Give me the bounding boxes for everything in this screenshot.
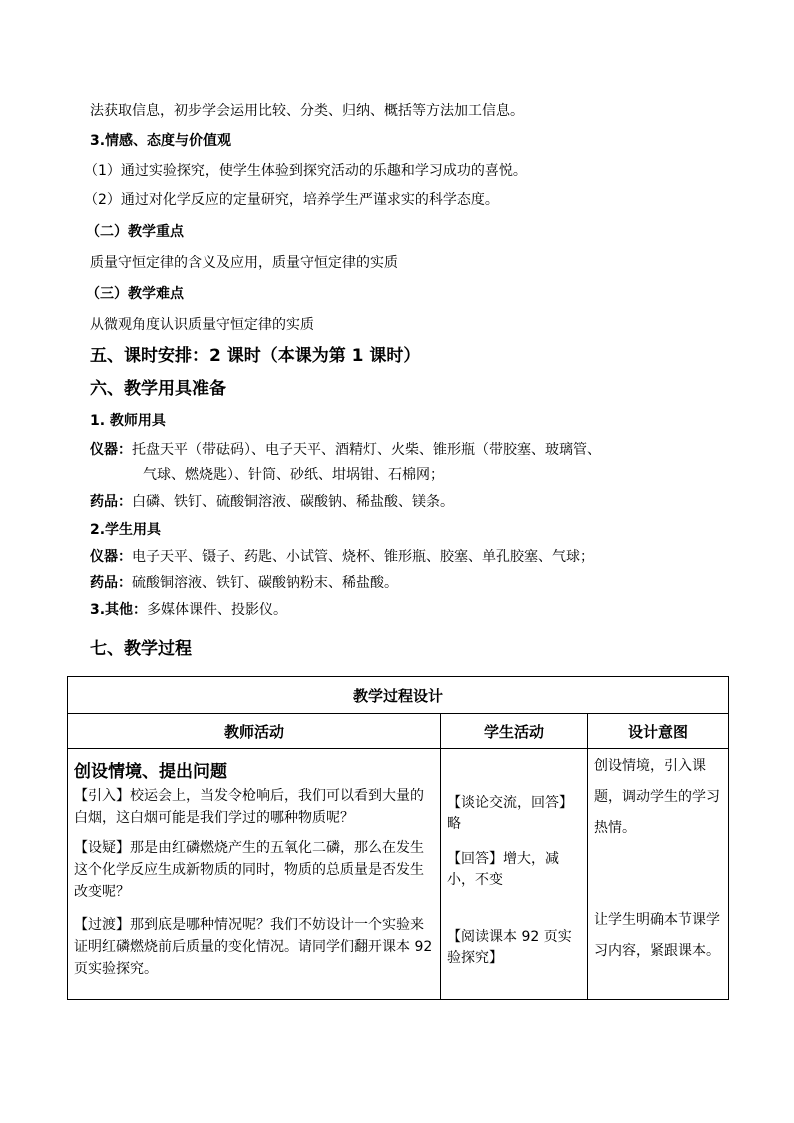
instruments-label: 仪器：: [90, 549, 132, 565]
section-tools: 六、教学用具准备: [90, 379, 226, 399]
teacher-drugs-line: [90, 492, 454, 512]
column-header-student: 学生活动: [441, 714, 588, 749]
student-instruments-text: 电子天平、镊子、药匙、小试管、烧杯、锥形瓶、胶塞、单孔胶塞、气球；: [132, 549, 594, 565]
table-row: [68, 749, 729, 1000]
teacher-tools-heading: 1. 教师用具: [90, 413, 166, 429]
intent-situation-text: 创设情境，引入课题，调动学生的学习热情。: [594, 758, 720, 836]
drugs-label: 药品：: [90, 494, 132, 510]
student-activity-cell: [441, 749, 588, 1000]
teacher-activity-title: 创设情境、提出问题: [74, 762, 227, 782]
heading-key-points: （二）教学重点: [86, 224, 184, 240]
teacher-transition-text: 【过渡】那到底是哪种情况呢？我们不妨设计一个实验来证明红磷燃烧前后质量的变化情况。请同学们翻开课本 92 页实验探究。: [74, 917, 433, 977]
emotion-item-2: （2）通过对化学反应的定量研究，培养学生严谨求实的科学态度。: [84, 192, 499, 208]
other-label: 3.其他：: [90, 602, 148, 618]
design-intent-cell: [588, 749, 729, 1000]
table-header-row: [68, 714, 729, 749]
table-title-row: [68, 677, 729, 714]
objective-text-line: 法获取信息，初步学会运用比较、分类、归纳、概括等方法加工信息。: [90, 103, 524, 119]
heading-emotion-attitude: 3.情感、态度与价值观: [90, 133, 232, 149]
teaching-process-table: [67, 676, 729, 1000]
teacher-intro-text: 【引入】校运会上，当发令枪响后，我们可以看到大量的白烟，这白烟可能是我们学过的哪种物质呢？: [74, 788, 424, 826]
teacher-instruments-text: 托盘天平（带砝码）、电子天平、酒精灯、火柴、锥形瓶（带胶塞、玻璃管、: [132, 442, 601, 458]
student-reading-text: 【阅读课本 92 页实验探究】: [447, 929, 572, 966]
intent-content-text: 让学生明确本节课学习内容，紧跟课本。: [594, 912, 720, 959]
teacher-instruments-line-2: 气球、燃烧匙）、针筒、砂纸、坩埚钳、石棉网；: [143, 467, 444, 483]
teacher-instruments-line-1: [90, 440, 601, 460]
column-header-intent: 设计意图: [588, 714, 729, 749]
other-tools-text: 多媒体课件、投影仪。: [147, 602, 288, 618]
section-process: 七、教学过程: [90, 639, 192, 659]
student-drugs-line: [90, 573, 398, 593]
heading-difficulties: （三）教学难点: [86, 286, 184, 302]
student-answer-text: 【回答】增大，减小，不变: [447, 851, 559, 888]
student-tools-heading: 2.学生用具: [90, 522, 162, 538]
teacher-question-text: 【设疑】那是由红磷燃烧产生的五氧化二磷，那么在发生这个化学反应生成新物质的同时，物质的总质量是否发生改变呢？: [74, 840, 424, 900]
teacher-drugs-text: 白磷、铁钉、硫酸铜溶液、碳酸钠、稀盐酸、镁条。: [132, 494, 454, 510]
instruments-label: 仪器：: [90, 442, 132, 458]
difficulties-text: 从微观角度认识质量守恒定律的实质: [90, 317, 314, 333]
teacher-activity-cell: [68, 749, 441, 1000]
emotion-item-1: （1）通过实验探究，使学生体验到探究活动的乐趣和学习成功的喜悦。: [84, 163, 527, 179]
student-instruments-line: [90, 547, 594, 567]
other-tools-line: [90, 600, 287, 620]
column-header-teacher: 教师活动: [68, 714, 441, 749]
student-discussion-text: 【谈论交流，回答】略: [447, 795, 573, 832]
student-drugs-text: 硫酸铜溶液、铁钉、碳酸钠粉末、稀盐酸。: [132, 575, 398, 591]
section-schedule: 五、课时安排：2 课时（本课为第 1 课时）: [90, 346, 421, 366]
key-points-text: 质量守恒定律的含义及应用，质量守恒定律的实质: [90, 255, 398, 271]
drugs-label: 药品：: [90, 575, 132, 591]
table-title: 教学过程设计: [68, 677, 729, 714]
